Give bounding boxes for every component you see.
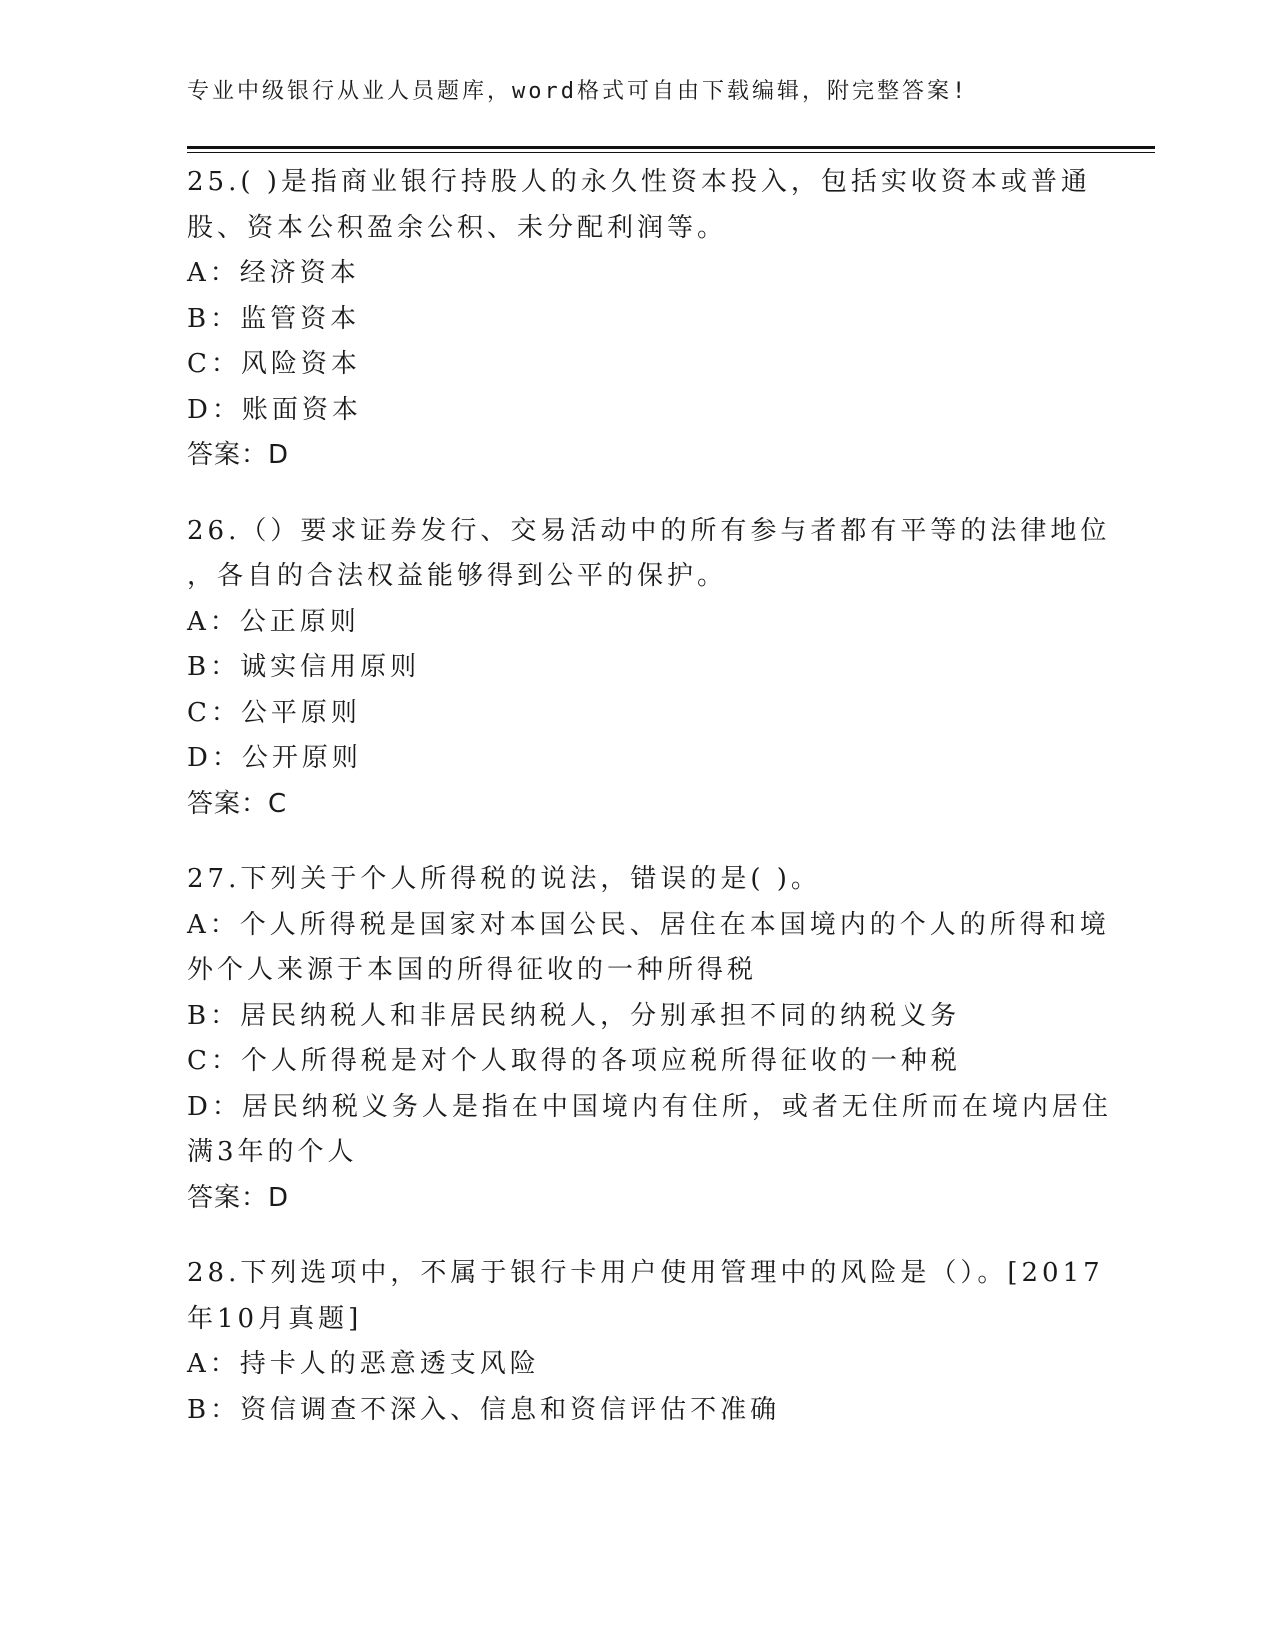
question-stem-line: 27.下列关于个人所得税的说法，错误的是( )。 — [187, 864, 821, 894]
option-line: A：个人所得税是国家对本国公民、居住在本国境内的个人的所得和境 — [187, 909, 1110, 940]
question-stem-line: 26.（）要求证券发行、交易活动中的所有参与者都有平等的法律地位 — [187, 515, 1111, 546]
question-stem-line: ，各自的合法权益能够得到公平的保护。 — [187, 561, 728, 591]
option-line: C：个人所得税是对个人取得的各项应税所得征收的一种税 — [187, 1046, 961, 1076]
option-line: 外个人来源于本国的所得征收的一种所得税 — [187, 955, 758, 985]
option-line: B：居民纳税人和非居民纳税人，分别承担不同的纳税义务 — [187, 1000, 961, 1031]
question-block — [187, 1251, 1104, 1433]
header-rule-thin — [187, 152, 1155, 153]
question-stem-line: 28.下列选项中，不属于银行卡用户使用管理中的风险是（）。[2017 — [187, 1258, 1104, 1288]
question-block — [187, 857, 1112, 1221]
answer-line: 答案：C — [187, 788, 288, 819]
option-line: B：诚实信用原则 — [187, 652, 421, 682]
option-line: B：资信调查不深入、信息和资信评估不准确 — [187, 1394, 781, 1425]
option-line: D：公开原则 — [187, 743, 362, 773]
question-stem-line: 25.( )是指商业银行持股人的永久性资本投入，包括实收资本或普通 — [187, 167, 1091, 197]
answer-line: 答案：D — [187, 440, 290, 470]
header-rule-thick — [187, 146, 1155, 149]
option-line: B：监管资本 — [187, 303, 361, 334]
option-line: A：公正原则 — [187, 606, 360, 637]
option-line: C：公平原则 — [187, 697, 361, 728]
option-line: 满3年的个人 — [187, 1137, 358, 1167]
answer-line: 答案：D — [187, 1182, 290, 1213]
option-line: D：居民纳税义务人是指在中国境内有住所，或者无住所而在境内居住 — [187, 1091, 1112, 1122]
header-note: 专业中级银行从业人员题库，word格式可自由下载编辑，附完整答案! — [187, 79, 969, 104]
question-block — [187, 160, 1091, 479]
question-stem-line: 股、资本公积盈余公积、未分配利润等。 — [187, 212, 728, 243]
option-line: D：账面资本 — [187, 394, 362, 425]
option-line: A：经济资本 — [187, 258, 360, 288]
option-line: A：持卡人的恶意透支风险 — [187, 1349, 540, 1379]
question-list — [187, 160, 1112, 1463]
question-stem-line: 年10月真题] — [187, 1303, 363, 1334]
question-block — [187, 509, 1111, 828]
option-line: C：风险资本 — [187, 349, 361, 379]
